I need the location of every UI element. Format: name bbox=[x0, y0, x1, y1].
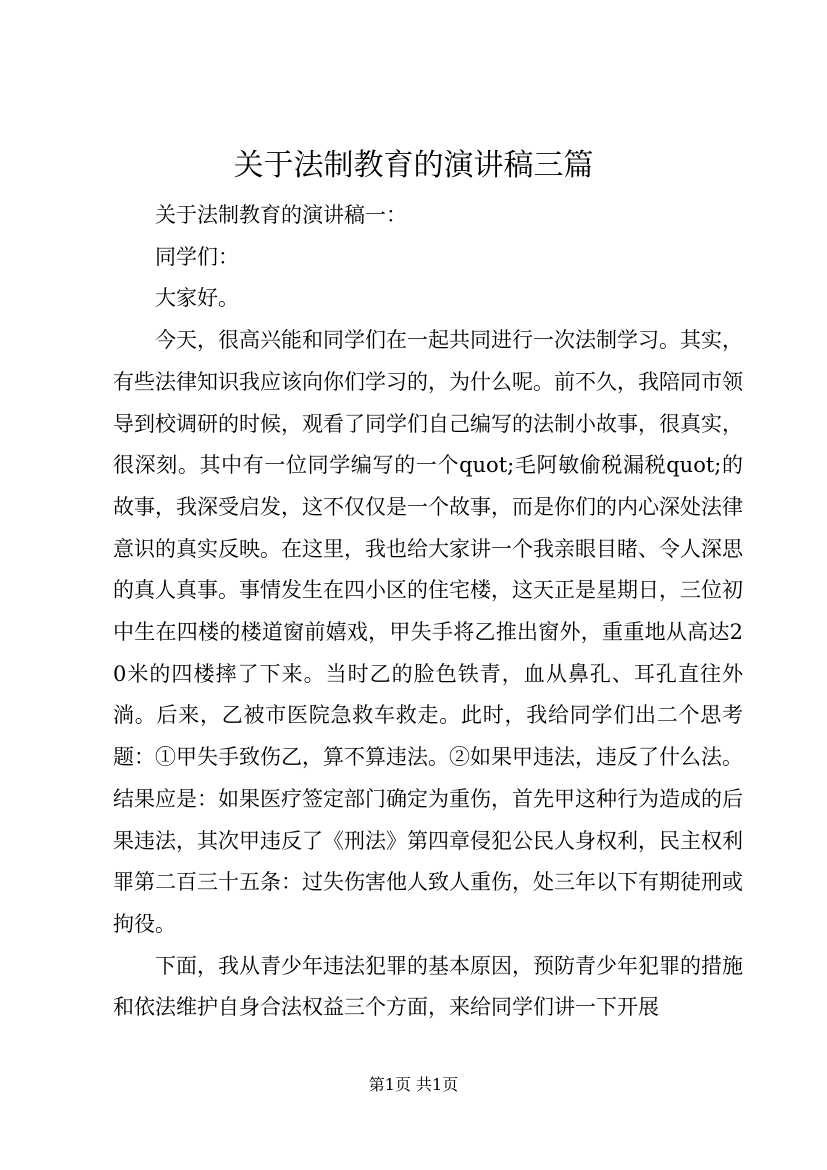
paragraph-salutation: 同学们： bbox=[155, 244, 239, 269]
paragraph-main: 今天，很高兴能和同学们在一起共同进行一次法制学习。其实，有些法律知识我应该向你们学习的，为什么呢。前不久，我陪同市领导到校调研的时候，观看了同学们自己编写的法制小故事，很真实，很深刻。其中有一位同学编写的一个quot;毛阿敏偷税漏税quot;的故事，我深受启发，这不仅仅是一个故事，而是你们的内心深处法律意识的真实反映。在这里，我也给大家讲一个我亲眼目睹、令人深思的真人真事。事情发生在四小区的住宅楼，这天正是星期日，三位初中生在四楼的楼道窗前嬉戏，甲失手将乙推出窗外，重重地从高达20米的四楼摔了下来。当时乙的脸色铁青，血从鼻孔、耳孔直往外淌。后来，乙被市医院急救车救走。此时，我给同学们出二个思考题：①甲失手致伤乙，算不算违法。②如果甲违法，违反了什么法。结果应是：如果医疗签定部门确定为重伤，首先甲这种行为造成的后果违法，其次甲违反了《刑法》第四章侵犯公民人身权利，民主权利罪第二百三十五条：过失伤害他人致人重伤，处三年以下有期徒刑或拘役。 bbox=[113, 328, 743, 936]
document-body bbox=[113, 195, 743, 1029]
page-footer: 第1页 共1页 bbox=[368, 1075, 459, 1094]
paragraph-greeting: 大家好。 bbox=[155, 286, 239, 311]
document-title: 关于法制教育的演讲稿三篇 bbox=[233, 148, 594, 183]
paragraph-next: 下面，我从青少年违法犯罪的基本原因，预防青少年犯罪的措施和依法维护自身合法权益三个方面，来给同学们讲一下开展 bbox=[113, 953, 743, 1020]
paragraph-heading: 关于法制教育的演讲稿一： bbox=[155, 203, 407, 227]
